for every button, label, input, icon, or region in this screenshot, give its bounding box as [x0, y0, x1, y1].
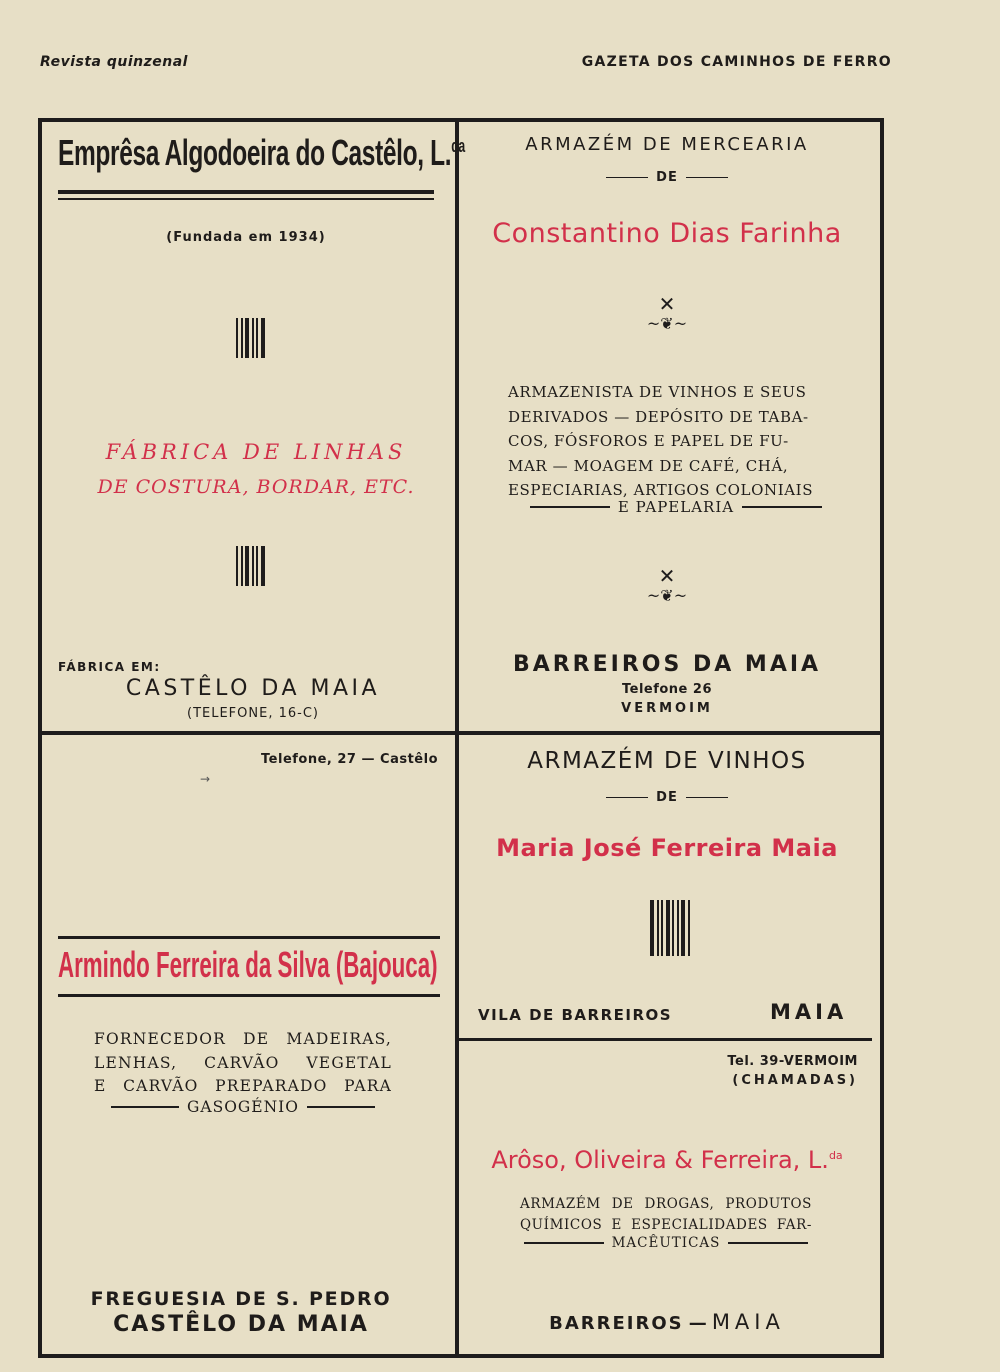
ad5-location-left: BARREIROS [549, 1313, 684, 1334]
ad2-ornament-top: ✕ [658, 292, 676, 316]
ad5-body-last: MACÊUTICAS [611, 1235, 721, 1251]
ad3-body-last-rule [94, 1098, 392, 1116]
ad5-company-text: Arôso, Oliveira & Ferreira, L. [491, 1146, 829, 1174]
ad3-rule-top [58, 936, 440, 939]
ad3-body [94, 1028, 392, 1099]
ad1-bar-ornament-bottom [236, 546, 265, 586]
ad4-place-right: MAIA [770, 1000, 848, 1024]
horizontal-divider [40, 731, 882, 735]
ad2-body-line: DERIVADOS — DEPÓSITO DE TABA- [508, 407, 809, 426]
ad2-body-last: E PAPELARIA [617, 498, 735, 516]
ad3-body-line: E CARVÃO PREPARADO PARA [94, 1077, 392, 1095]
ad3-rule-bottom [58, 994, 440, 997]
ad3-parish: FREGUESIA DE S. PEDRO [90, 1288, 392, 1310]
ad2-ornament-bottom: ✕ [658, 564, 676, 588]
ad3-location: CASTÊLO DA MAIA [113, 1312, 369, 1337]
ad5-phone-note: (CHAMADAS) [732, 1073, 858, 1088]
ad5-location [462, 1310, 872, 1334]
ad2-location: BARREIROS DA MAIA [512, 652, 822, 677]
ad1-product-line1: FÁBRICA DE LINHAS [105, 440, 407, 464]
ad1-rule-thin [58, 198, 434, 200]
ad2-body-line: MAR — MOAGEM DE CAFÉ, CHÁ, [508, 456, 789, 475]
ad3-body-line: LENHAS, CARVÃO VEGETAL [94, 1053, 392, 1072]
ad2-flourish-top-icon: ~❦~ [646, 314, 688, 333]
ad1-phone: (TELEFONE, 16-C) [187, 706, 319, 721]
ad4-connector-rule [462, 790, 872, 805]
right-column-divider [459, 1038, 872, 1041]
ad5-body [520, 1194, 812, 1235]
ad2-owner: Constantino Dias Farinha [492, 218, 842, 249]
ad2-connector-rule [462, 170, 872, 185]
ad1-company-wrap [58, 132, 465, 182]
ad2-body-last-rule [508, 498, 844, 516]
ad1-company-name: Emprêsa Algodoeira do Castêlo, L.$^{da}$ [58, 132, 465, 173]
ad1-founded: (Fundada em 1934) [166, 230, 326, 245]
ad5-location-dash: — [688, 1313, 707, 1334]
ad5-body-line: QUÍMICOS E ESPECIALIDADES FAR- [520, 1216, 812, 1233]
ad3-arrow-icon: → [200, 772, 211, 786]
ad3-name: Armindo Ferreira da Silva (Bajouca) [58, 944, 438, 985]
ad3-phone: Telefone, 27 — Castêlo [261, 752, 438, 767]
ad5-body-last-rule [520, 1235, 812, 1251]
ad2-body-line: COS, FÓSFOROS E PAPEL DE FU- [508, 432, 789, 450]
ad2-body-line: ESPECIARIAS, ARTIGOS COLONIAIS [508, 481, 814, 499]
ad4-heading: ARMAZÉM DE VINHOS [527, 748, 807, 774]
ad3-body-line: FORNECEDOR DE MADEIRAS, [94, 1030, 392, 1048]
ad4-bar-ornament [650, 900, 690, 956]
ad5-location-right: MAIA [711, 1310, 785, 1334]
ad5-company [462, 1146, 872, 1174]
ad2-flourish-bottom-icon: ~❦~ [646, 586, 688, 605]
ad3-body-last: GASOGÉNIO [187, 1098, 299, 1116]
ad5-body-line: ARMAZÉM DE DROGAS, PRODUTOS [520, 1196, 812, 1212]
ad5-phone: Tel. 39-VERMOIM [727, 1054, 858, 1069]
ad1-factory-location: CASTÊLO DA MAIA [125, 676, 381, 701]
ad3-name-wrap [58, 944, 448, 992]
ad2-heading: ARMAZÉM DE MERCEARIA [525, 134, 809, 155]
ad1-factory-label: FÁBRICA EM: [58, 660, 161, 674]
ad4-connector: DE [656, 790, 678, 805]
ad2-parish: VERMOIM [621, 701, 713, 716]
ad2-body-line: ARMAZENISTA DE VINHOS E SEUS [508, 383, 807, 401]
ad1-product-line2: DE COSTURA, BORDAR, ETC. [97, 476, 415, 498]
page-header-left: Revista quinzenal [40, 54, 188, 70]
ad1-bar-ornament-top [236, 318, 265, 358]
ad2-body [508, 380, 844, 503]
ad1-rule-thick [58, 190, 434, 194]
ad2-phone: Telefone 26 [621, 682, 712, 697]
vertical-divider [455, 120, 459, 1356]
ad2-connector: DE [656, 170, 678, 185]
ad4-place-left: VILA DE BARREIROS [478, 1006, 673, 1024]
ad5-company-sup: da [828, 1149, 843, 1162]
ad4-owner: Maria José Ferreira Maia [496, 834, 838, 862]
page-header-right: GAZETA DOS CAMINHOS DE FERRO [581, 54, 892, 70]
